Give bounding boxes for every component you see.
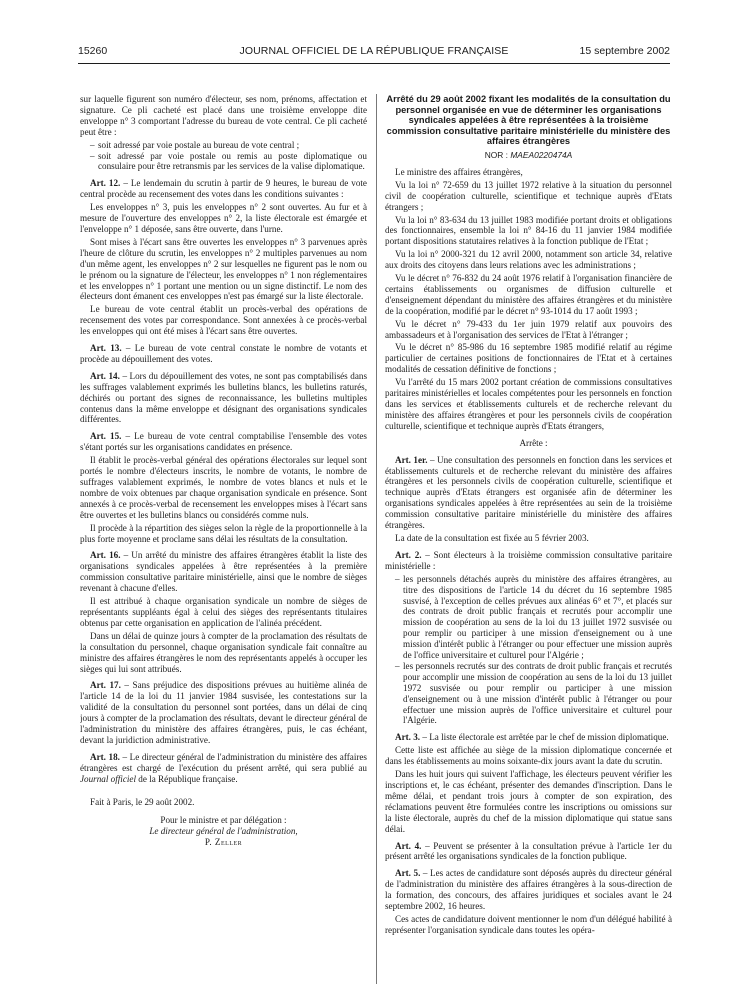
visa: Vu l'arrêté du 15 mars 2002 portant création de commissions consultatives paritaires ministérielles et locales compétentes pour les personnels en fonction dans les services et établissements culturels et de recherche relevant du ministère des affaires étrangères et pour les personnels civils de coopération culturelle, scientifique et technique auprès d'Etats étrangers, xyxy=(385,377,672,431)
article-label: Art. 17. xyxy=(90,680,121,691)
article-label: Art. 1er. xyxy=(395,454,428,465)
paragraph: Le bureau de vote central établit un procès-verbal des opérations de recensement des votes par correspondance. Sont annexées à ce procès-verbal les enveloppes qui ont été mises à l'écart sans être ouvertes. xyxy=(80,304,367,337)
visa: Vu le décret n° 76-832 du 24 août 1976 relatif à l'organisation financière de certains établissements ou organismes de diffusion culturelle et d'enseignement dépendant du ministère des affaires étrangères et du ministère de la coopération, modifié par le décret n° 93-1014 du 17 août 1993 ; xyxy=(385,273,672,316)
article-text-end: de la République française. xyxy=(136,773,238,784)
list xyxy=(80,140,367,173)
signature-block xyxy=(80,815,367,848)
signature-title: Le directeur général de l'administration, xyxy=(149,826,298,837)
article-label: Art. 4. xyxy=(395,840,422,851)
nor-code: MAEA0220474A xyxy=(510,149,573,160)
arrete-heading: Arrête : xyxy=(519,437,548,448)
signature-line: Pour le ministre et par délégation : xyxy=(160,815,287,826)
article-label: Art. 5. xyxy=(395,868,421,879)
paragraph: Il procède à la répartition des sièges selon la règle de la proportionnelle à la plus forte moyenne et proclame sans délai les résultats de la consultation. xyxy=(80,522,367,544)
paragraph: Il établit le procès-verbal général des opérations électorales sur lequel sont portés le nombre d'électeurs inscrits, le nombre de votants, le nombre de suffrages valablement exprimés, le nombre de votes blancs et nuls et le nombre de voix obtenues par chaque organisation syndicale en présence. Sont annexés à ce procès-verbal de recensement les enveloppes mises à l'écart sans être ouvertes et les bulletins blancs ou considérés comme nuls. xyxy=(80,455,367,520)
article-label: Art. 12. xyxy=(90,178,121,189)
page-number: 15260 xyxy=(78,45,108,57)
right-column xyxy=(385,94,672,984)
article-18 xyxy=(80,752,367,785)
signature-date: Fait à Paris, le 29 août 2002. xyxy=(90,796,195,807)
article-17 xyxy=(80,680,367,745)
nor-label: NOR : xyxy=(484,149,511,160)
paragraph: Cette liste est affichée au siège de la mission diplomatique concernée et dans les établissements au moins soixante-dix jours avant la date du scrutin. xyxy=(385,745,672,767)
article-text: – Lors du dépouillement des votes, ne sont pas comptabilisés dans les suffrages valablement exprimés les bulletins blancs, les bulletins raturés, déchirés ou portant des signes de reconnaissance, les bulletins multiples contenus dans la même enveloppe et désignant des organisations syndicales différentes. xyxy=(80,370,367,425)
article-text: – Un arrêté du ministre des affaires étrangères établit la liste des organisations syndicales appelées à être représentées à la première commission consultative paritaire ministérielle, ainsi que le nombre de sièges revenant à chacune d'elles. xyxy=(80,550,367,594)
left-column xyxy=(80,94,367,984)
article-12 xyxy=(80,178,367,200)
article-3 xyxy=(385,732,672,743)
paragraph: Dans les huit jours qui suivent l'affichage, les électeurs peuvent vérifier les inscriptions et, le cas échéant, présenter des demandes d'inscription. Dans le même délai, et pendant trois jours à compter de son expiration, des réclamations peuvent être formulées contre les inscriptions ou omissions sur la liste électorale, auprès du chef de la mission diplomatique qui statue sans délai. xyxy=(385,769,672,834)
list-item: – les personnels recrutés sur des contrats de droit public français et recrutés pour accomplir une mission de coopération au sens de la loi du 13 juillet 1972 susvisée ou pour remplir ou participer à une mission d'enseignement ou à une mission d'intérêt public à l'étranger ou pour effectuer une mission auprès de l'office universitaire et culturel pour l'Algérie. xyxy=(395,661,672,726)
list-item: – soit adressé par voie postale au bureau de vote central ; xyxy=(90,140,367,151)
article-15 xyxy=(80,431,367,453)
page-header xyxy=(78,45,670,61)
article-4 xyxy=(385,841,672,863)
paragraph: La date de la consultation est fixée au 5 février 2003. xyxy=(395,532,589,543)
article-text: – Sont électeurs à la troisième commission consultative paritaire ministérielle : xyxy=(385,549,672,571)
paragraph: sur laquelle figurent son numéro d'électeur, ses nom, prénoms, affectation et signature. Ce pli cacheté est placé dans une troisième enveloppe dite enveloppe n° 3 comportant l'adresse du bureau de vote central. Ce pli cacheté peut être : xyxy=(80,94,367,137)
paragraph: Dans un délai de quinze jours à compter de la proclamation des résultats de la consultation du personnel, chaque organisation syndicale fait connaître au ministre des affaires étrangères le nom des représentants appelés à occuper les sièges qui lui sont attribués. xyxy=(80,630,367,674)
paragraph: Le ministre des affaires étrangères, xyxy=(395,166,523,177)
nor-reference xyxy=(385,150,672,161)
article-label: Art. 14. xyxy=(90,370,120,381)
journal-title: JOURNAL OFFICIEL DE LA RÉPUBLIQUE FRANÇAISE xyxy=(239,45,509,57)
visa: Vu la loi n° 72-659 du 13 juillet 1972 relative à la situation du personnel civil de coopération culturelle, scientifique et technique auprès d'Etats étrangers ; xyxy=(385,179,672,212)
article-text: – Une consultation des personnels en fonction dans les services et établissements culturels et de recherche relevant du ministère des affaires étrangères et les personnels civils de coopération culturelle, scientifique et technique auprès d'Etats étrangers est organisée afin de déterminer les organisations syndicales appelées à être représentées au sein de la troisième commission consultative paritaire ministérielle du ministère des affaires étrangères. xyxy=(385,454,672,531)
visa: Vu le décret n° 85-986 du 16 septembre 1985 modifié relatif au régime particulier de certaines positions de fonctionnaires de l'Etat et à certaines modalités de cessation définitive de fonctions ; xyxy=(385,342,672,375)
article-label: Art. 18. xyxy=(90,751,120,762)
visa: Vu le décret n° 79-433 du 1er juin 1979 relatif aux pouvoirs des ambassadeurs et à l'organisation des services de l'Etat à l'étranger ; xyxy=(385,318,672,340)
article-label: Art. 15. xyxy=(90,431,122,442)
article-13 xyxy=(80,343,367,365)
paragraph: Les enveloppes n° 3, puis les enveloppes n° 2 sont ouvertes. Au fur et à mesure de l'ouverture des enveloppes n° 2, la liste électorale est émargée et l'enveloppe n° 1 déposée, sans être ouverte, dans l'urne. xyxy=(80,202,367,234)
article-text: – La liste électorale est arrêtée par le chef de mission diplomatique. xyxy=(420,732,669,743)
article-label: Art. 13. xyxy=(90,343,122,354)
article-text: – Le bureau de vote central constate le nombre de votants et procède au dépouillement des votes. xyxy=(80,343,367,364)
article-label: Art. 16. xyxy=(90,550,121,561)
visa: Vu la loi n° 2000-321 du 12 avril 2000, notamment son article 34, relative aux droits des citoyens dans leurs relations avec les administrations ; xyxy=(385,249,672,271)
signatory-name: P. Zeller xyxy=(204,837,243,848)
decree-title: Arrêté du 29 août 2002 fixant les modalités de la consultation du personnel organisée en vue de déterminer les organisations syndicales appelées à être représentées à la troisième commission consultative paritaire ministérielle du ministère des affaires étrangères xyxy=(386,94,671,147)
publication-date: 15 septembre 2002 xyxy=(579,45,670,57)
list xyxy=(385,574,672,727)
visa: Vu la loi n° 83-634 du 13 juillet 1983 modifiée portant droits et obligations des fonctionnaires, ensemble la loi n° 84-16 du 11 janvier 1984 modifiée portant dispositions statutaires relatives à la fonction publique de l'Etat ; xyxy=(385,214,672,247)
paragraph: Il est attribué à chaque organisation syndicale un nombre de sièges de représentants suppléants égal à celui des sièges des représentants titulaires obtenus par cette organisation en application de l'alinéa précédent. xyxy=(80,596,367,628)
article-text: – Le lendemain du scrutin à partir de 9 heures, le bureau de vote central procède au recensement des votes dans les conditions suivantes : xyxy=(80,178,367,200)
paragraph: Sont mises à l'écart sans être ouvertes les enveloppes n° 3 parvenues après l'heure de clôture du scrutin, les enveloppes n° 2 multiples parvenues au nom d'un même agent, les enveloppes n° 2 sur lesquelles ne figurent pas le nom ou le prénom ou la signature de l'électeur, les enveloppes n° 1 non réglementaires et les enveloppes n° 1 portant une mention ou un signe distinctif. Le nom des électeurs dont émanent ces enveloppes n'est pas émargé sur la liste électorale. xyxy=(80,236,367,302)
journal-name: Journal officiel xyxy=(80,773,137,784)
article-1 xyxy=(385,455,672,531)
article-16 xyxy=(80,550,367,594)
article-label: Art. 2. xyxy=(395,549,422,560)
article-text: – Sans préjudice des dispositions prévues au huitième alinéa de l'article 14 de la loi du 11 janvier 1984 susvisée, les contestations sur la validité de la consultation du personnel sont portées, dans un délai de cinq jours à compter de la proclamation des résultats, devant le directeur général de l'administration du ministère des affaires étrangères, puis, le cas échéant, devant la juridiction administrative. xyxy=(80,680,367,745)
article-label: Art. 3. xyxy=(395,732,421,743)
article-2 xyxy=(385,550,672,572)
article-text: – Peuvent se présenter à la consultation prévue à l'article 1er du présent arrêté les organisations syndicales de la fonction publique. xyxy=(385,840,672,862)
article-text: – Les actes de candidature sont déposés auprès du directeur général de l'administration du ministère des affaires étrangères à la sous-direction de la formation, des concours, des affaires juridiques et sociales avant le 24 septembre 2002, 16 heures. xyxy=(385,868,672,912)
header-rule xyxy=(78,63,670,64)
list-item: – soit adressé par voie postale ou remis au poste diplomatique ou consulaire pour être retransmis par les services de la valise diplomatique. xyxy=(90,151,367,173)
column-divider xyxy=(376,94,377,984)
article-14 xyxy=(80,371,367,426)
paragraph: Ces actes de candidature doivent mentionner le nom d'un délégué habilité à représenter l'organisation syndicale dans toutes les opéra- xyxy=(385,913,672,935)
article-text: – Le directeur général de l'administration du ministère des affaires étrangères est chargé de l'exécution du présent arrêté, qui sera publié au xyxy=(80,751,367,773)
article-5 xyxy=(385,868,672,912)
article-text: – Le bureau de vote central comptabilise l'ensemble des votes s'étant portés sur les organisations candidates en présence. xyxy=(80,431,367,453)
list-item: – les personnels détachés auprès du ministère des affaires étrangères, au titre des dispositions de l'article 14 du décret du 16 septembre 1985 susvisé, à l'exception de celles prévues aux alinéas 6° et 7°, et placés sur des contrats de droit public français et recrutés pour accomplir une mission de coopération au sens de la loi du 13 juillet 1972 susvisée ou pour remplir ou participer à une mission d'enseignement ou à une mission d'intérêt public à l'étranger ou pour effectuer une mission auprès de l'office universitaire et culturel pour l'Algérie ; xyxy=(395,574,672,661)
